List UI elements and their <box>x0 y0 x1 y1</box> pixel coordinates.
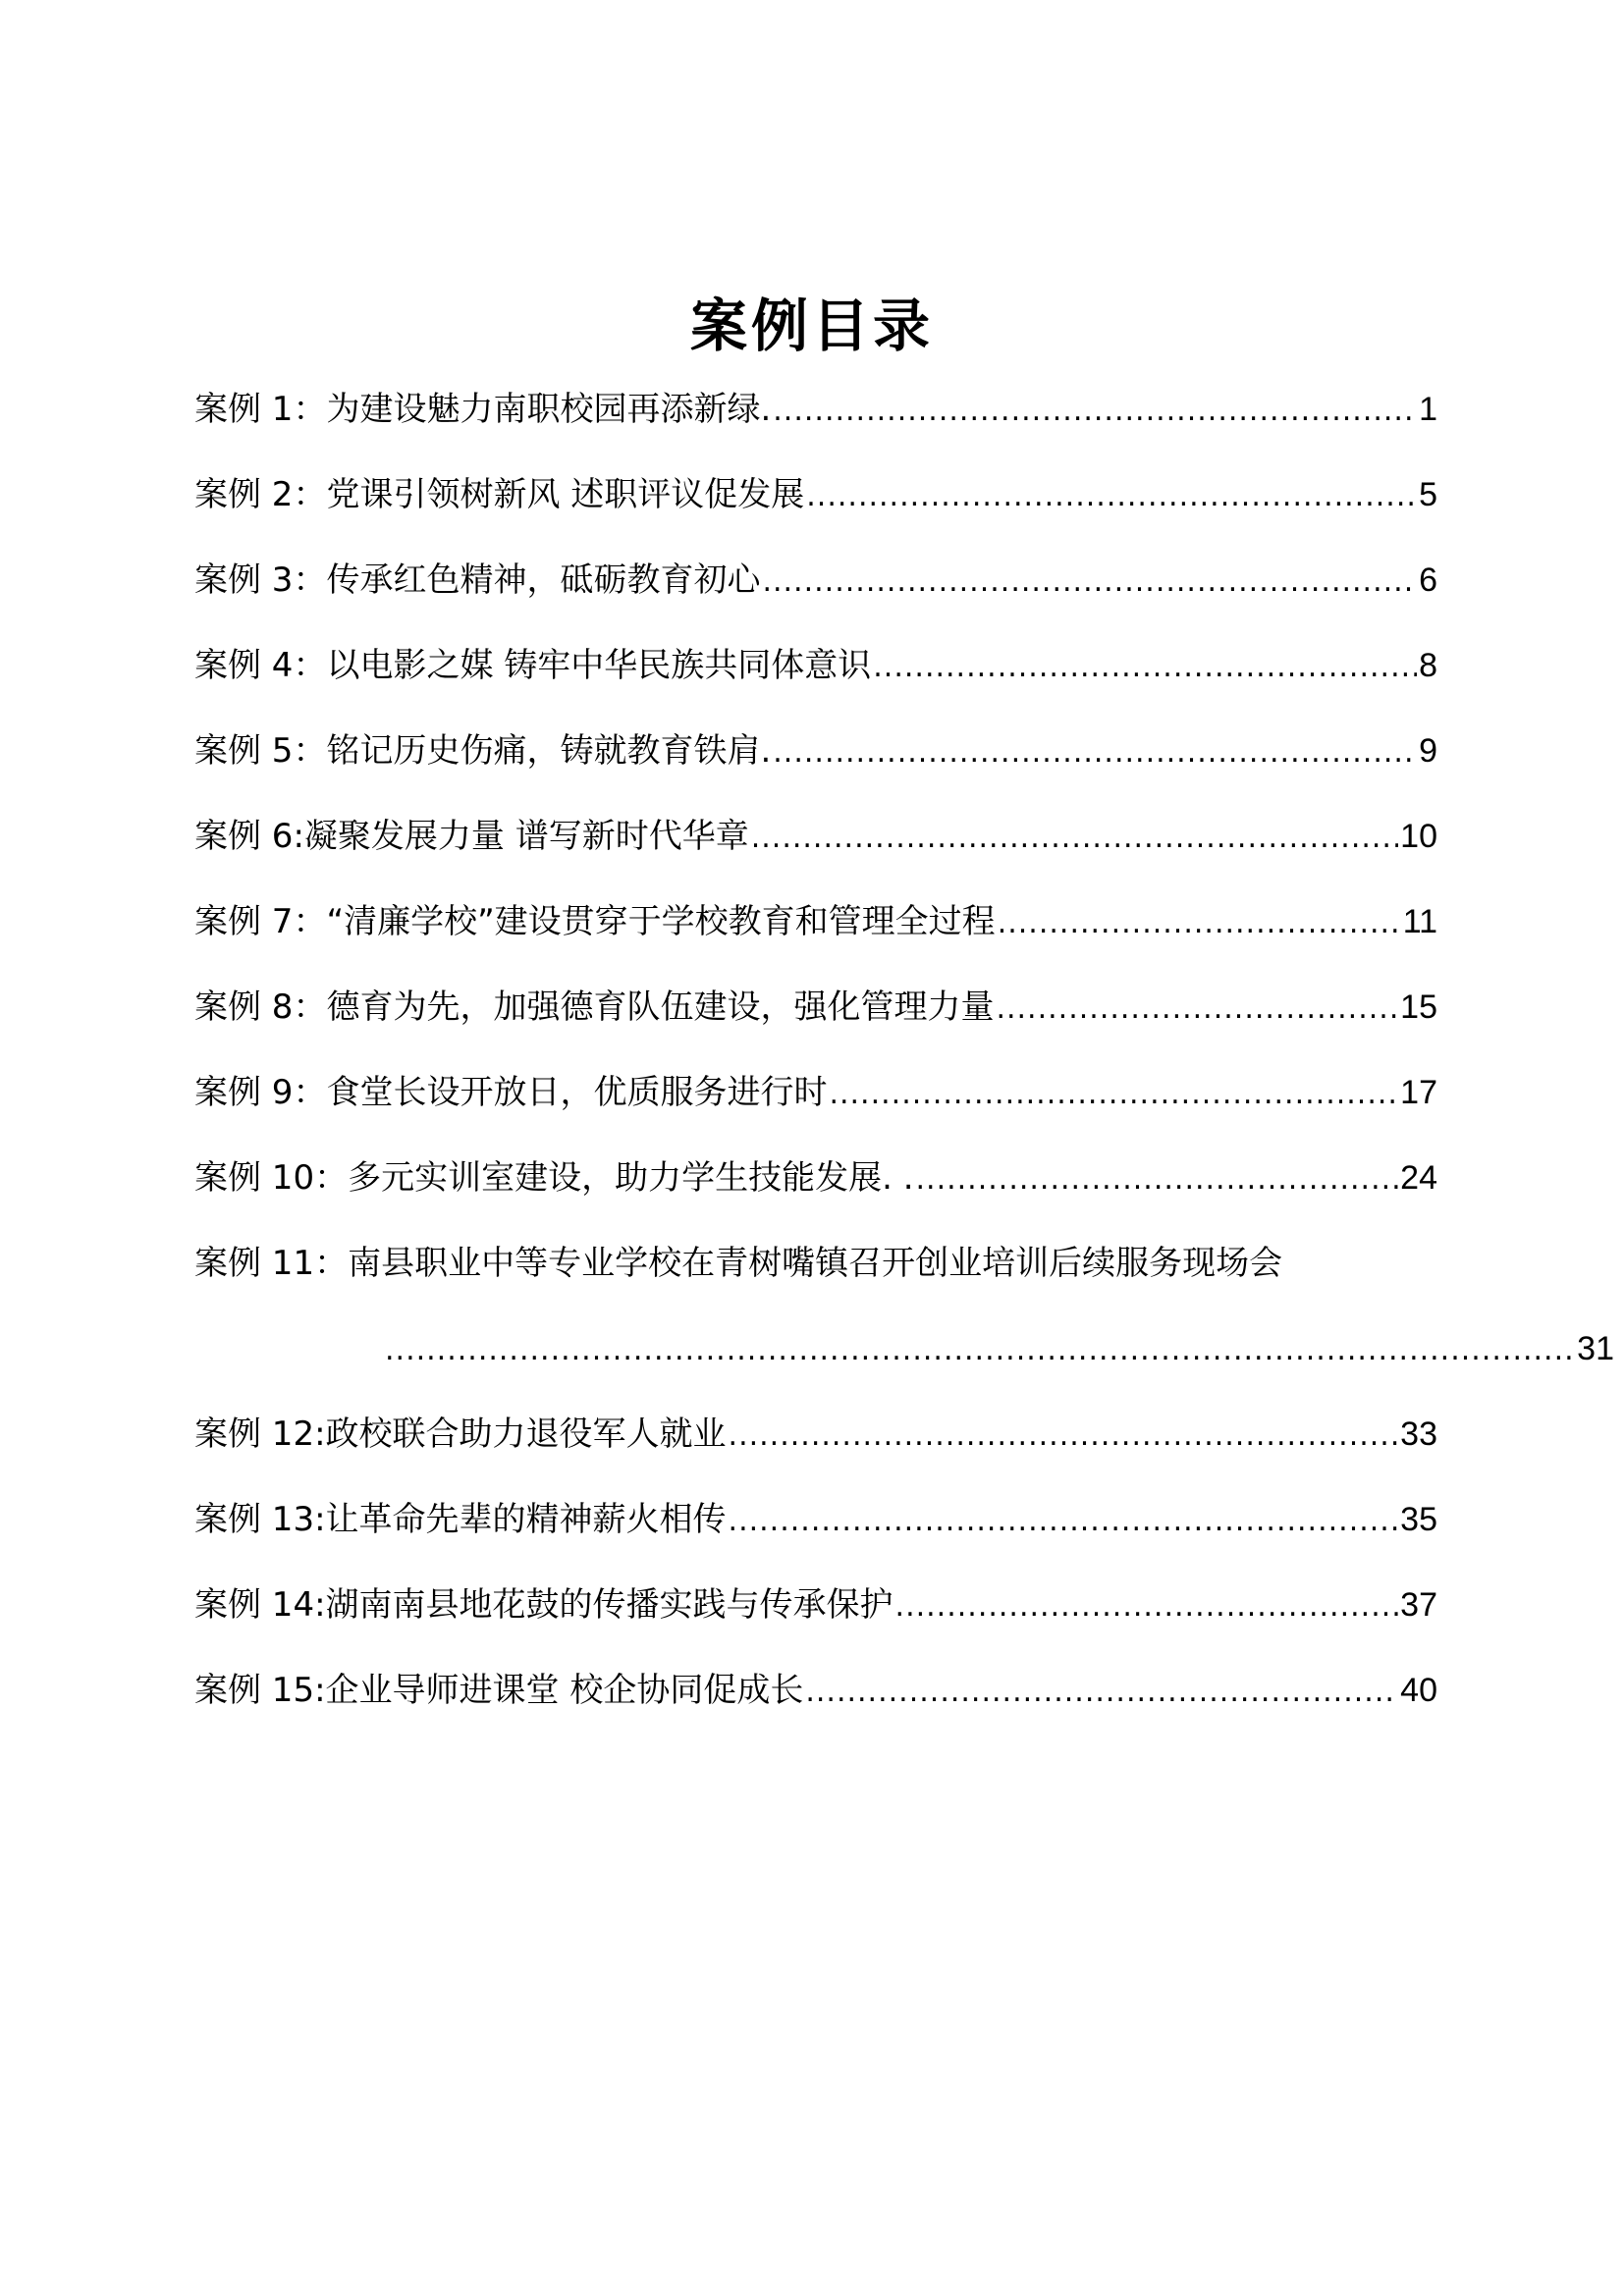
toc-entry-label: 案例 12: <box>194 1415 326 1454</box>
toc-entry-label: 案例 13: <box>194 1500 326 1539</box>
toc-entry-page: 6 <box>1419 561 1437 599</box>
toc-entry-label: 案例 4： <box>194 646 327 685</box>
toc-entry-page: 11 <box>1402 903 1437 940</box>
toc-entry-page: 15 <box>1400 988 1437 1026</box>
toc-entry-label: 案例 9： <box>194 1073 327 1112</box>
page-title: 案例目录 <box>689 293 934 359</box>
dot-leader <box>773 728 1417 777</box>
toc-entry-6[interactable] <box>194 812 1437 897</box>
toc-entry-title: 铭记历史伤痛，铸就教育铁肩. <box>326 731 772 771</box>
toc-entry-title: 食堂长设开放日，优质服务进行时 <box>326 1073 828 1112</box>
toc-entry-label: 案例 1： <box>194 390 327 429</box>
toc-entry-title: 让革命先辈的精神薪火相传 <box>325 1500 727 1539</box>
toc-entry-title: 湖南南县地花鼓的传播实践与传承保护 <box>325 1585 893 1625</box>
toc-entry-page: 10 <box>1400 818 1437 855</box>
dot-leader <box>873 643 1417 692</box>
dot-leader <box>385 1326 1575 1375</box>
dot-leader <box>916 1155 1399 1204</box>
dot-leader <box>998 899 1401 948</box>
dot-leader <box>762 558 1417 607</box>
toc-entry-label: 案例 6: <box>194 817 304 856</box>
toc-entry-15[interactable] <box>194 1666 1437 1751</box>
toc-entry-9[interactable] <box>194 1068 1437 1153</box>
toc-entry-page: 8 <box>1419 647 1437 684</box>
toc-entry-12[interactable] <box>194 1410 1437 1495</box>
dot-leader <box>729 1412 1399 1461</box>
toc-entry-page: 35 <box>1400 1501 1437 1538</box>
toc-entry-label: 案例 7： <box>194 902 327 941</box>
toc-entry-title: 南县职业中等专业学校在青树嘴镇召开创业培训后续服务现场会 <box>348 1244 1283 1283</box>
toc-entry-title: 多元实训室建设，助力学生技能发展. . <box>348 1158 914 1198</box>
toc-entry-page: 9 <box>1419 732 1437 770</box>
toc-entry-page: 24 <box>1400 1159 1437 1197</box>
toc-entry-13[interactable] <box>194 1495 1437 1580</box>
toc-entry-page: 1 <box>1419 391 1437 428</box>
dot-leader <box>829 1070 1398 1119</box>
toc-entry-page: 5 <box>1419 476 1437 513</box>
toc-entry-page: 40 <box>1400 1672 1437 1709</box>
dot-leader <box>996 985 1398 1034</box>
dot-leader <box>773 387 1417 436</box>
toc-entry-label: 案例 3： <box>194 561 327 600</box>
toc-entry-label: 案例 15: <box>194 1671 326 1710</box>
toc-entry-label: 案例 14: <box>194 1585 326 1625</box>
toc-entry-title: 党课引领树新风 述职评议促发展 <box>326 475 805 514</box>
toc-entry-label: 案例 11： <box>194 1244 349 1283</box>
toc-entry-14[interactable] <box>194 1580 1437 1666</box>
toc-entry-title: 德育为先，加强德育队伍建设，强化管理力量 <box>326 988 995 1027</box>
toc-entry-title: 企业导师进课堂 校企协同促成长 <box>325 1671 804 1710</box>
toc-entry-label: 案例 5： <box>194 731 327 771</box>
table-of-contents <box>194 385 1614 1751</box>
toc-entry-page: 17 <box>1400 1074 1437 1111</box>
toc-entry-label: 案例 2： <box>194 475 327 514</box>
toc-entry-label: 案例 10： <box>194 1158 349 1198</box>
toc-entry-page: 37 <box>1400 1586 1437 1624</box>
toc-entry-title: “清廉学校”建设贯穿于学校教育和管理全过程 <box>326 902 996 941</box>
toc-entry-7[interactable] <box>194 897 1437 983</box>
toc-entry-5[interactable] <box>194 726 1437 812</box>
toc-entry-11[interactable] <box>194 1239 1614 1410</box>
dot-leader <box>805 1668 1398 1717</box>
toc-entry-title: 政校联合助力退役军人就业 <box>325 1415 727 1454</box>
toc-entry-10[interactable] <box>194 1153 1437 1239</box>
toc-entry-second-line <box>194 1324 1614 1410</box>
toc-entry-title: 传承红色精神，砥砺教育初心 <box>326 561 761 600</box>
toc-entry-page: 33 <box>1400 1415 1437 1453</box>
toc-entry-first-line <box>194 1239 1437 1324</box>
toc-entry-label: 案例 8： <box>194 988 327 1027</box>
toc-entry-title: 凝聚发展力量 谱写新时代华章 <box>303 817 749 856</box>
toc-entry-3[interactable] <box>194 556 1437 641</box>
toc-entry-4[interactable] <box>194 641 1437 726</box>
toc-entry-title: 为建设魅力南职校园再添新绿. <box>326 390 772 429</box>
dot-leader <box>751 814 1398 863</box>
toc-entry-1[interactable] <box>194 385 1437 470</box>
toc-entry-8[interactable] <box>194 983 1437 1068</box>
dot-leader <box>729 1497 1399 1546</box>
toc-entry-2[interactable] <box>194 470 1437 556</box>
toc-entry-title: 以电影之媒 铸牢中华民族共同体意识 <box>326 646 872 685</box>
dot-leader <box>806 472 1417 521</box>
dot-leader <box>895 1582 1399 1631</box>
toc-entry-page: 31 <box>1577 1330 1614 1367</box>
